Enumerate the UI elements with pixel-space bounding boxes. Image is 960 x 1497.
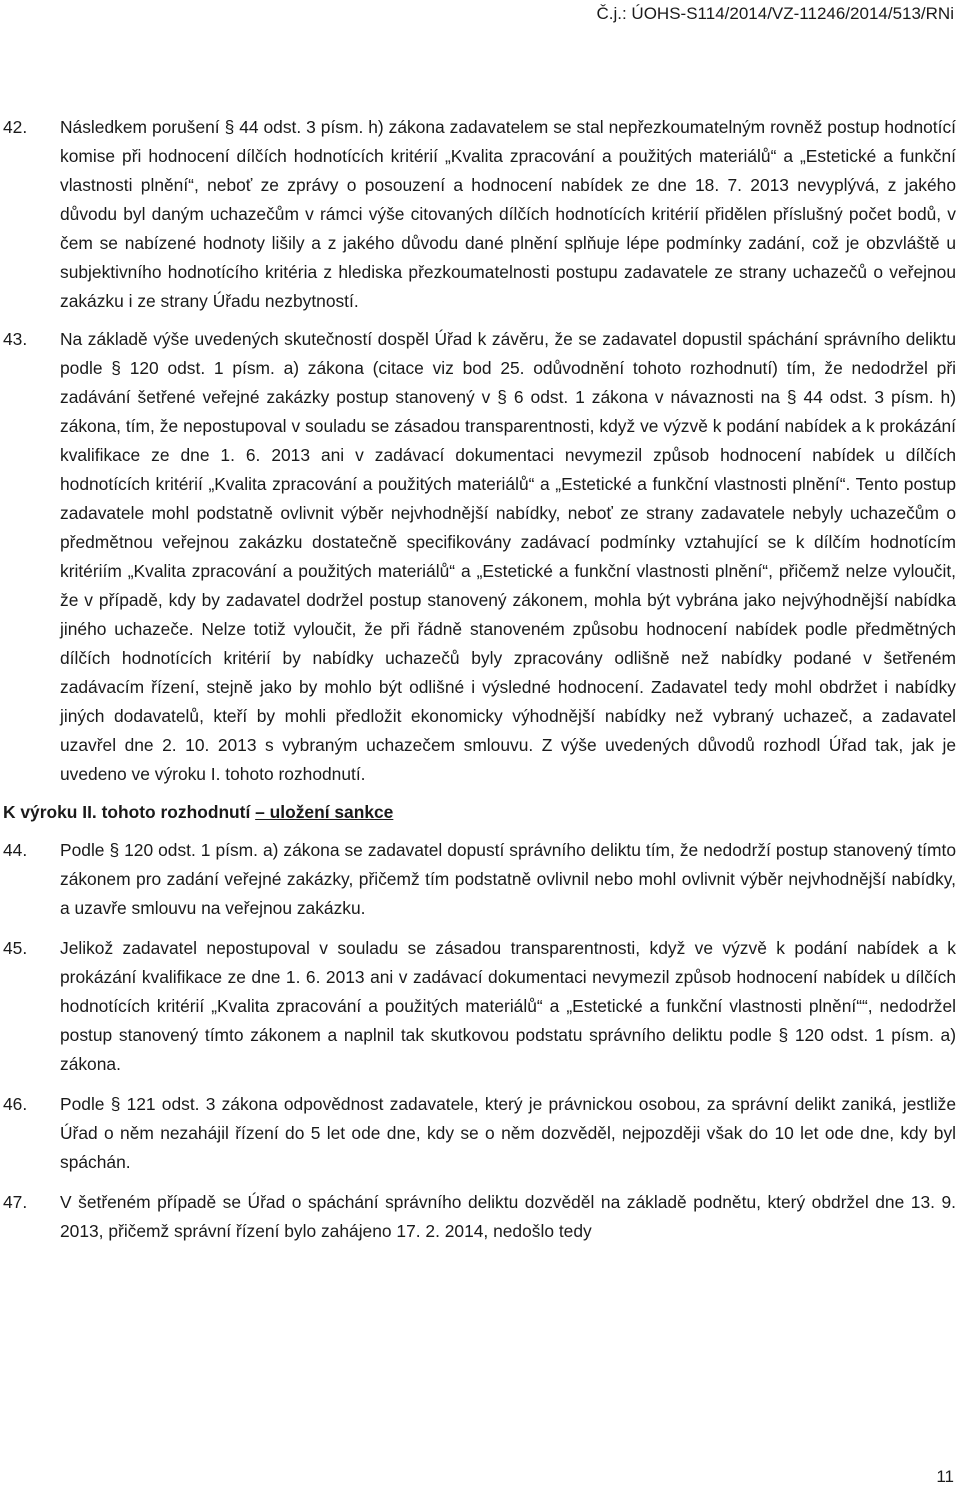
section-heading-underlined: – uložení sankce xyxy=(255,802,394,822)
paragraph-number: 45. xyxy=(3,938,28,958)
paragraph-text: Podle § 121 odst. 3 zákona odpovědnost zadavatele, který je právnickou osobou, za správní delikt zaniká, jestliže Úřad o něm nezahájil řízení do 5 let ode dne, kdy se o něm dozvěděl, nejpozději však do 10 let ode dne, kdy byl spáchán. xyxy=(60,1094,956,1172)
document-body xyxy=(0,113,960,1246)
paragraph-text: Jelikož zadavatel nepostupoval v souladu se zásadou transparentnosti, když ve výzvě k podání nabídek a k prokázání kvalifikace ze dne 1. 6. 2013 ani v zadávací dokumentaci nevymezil způsob hodnocení nabídek u dílčích hodnotících kritérií „Kvalita zpracování a použitých materiálů“ a „Estetické a funkční vlastnosti plnění““, nedodržel postup stanovený tímto zákonem a naplnil tak skutkovou podstatu správního deliktu podle § 120 odst. 1 písm. a) zákona. xyxy=(60,938,956,1074)
paragraph-text: V šetřeném případě se Úřad o spáchání správního deliktu dozvěděl na základě podnětu, který obdržel dne 13. 9. 2013, přičemž správní řízení bylo zahájeno 17. 2. 2014, nedošlo tedy xyxy=(60,1192,956,1241)
paragraph-number: 46. xyxy=(3,1094,28,1114)
paragraph-text: Následkem porušení § 44 odst. 3 písm. h) zákona zadavatelem se stal nepřezkoumatelným rovněž postup hodnotící komise při hodnocení dílčích hodnotících kritérií „Kvalita zpracování a použitých materiálů“ a „Estetické a funkční vlastnosti plnění“, neboť ze zprávy o posouzení a hodnocení nabídek ze dne 18. 7. 2013 nevyplývá, z jakého důvodu byl daným uchazečům v rámci výše citovaných dílčích hodnotících kritérií přidělen příslušný počet bodů, v čem se nabízené hodnoty lišily a z jakého důvodu dané plnění splňuje lépe podmínky zadání, což je obzvláště u subjektivního hodnotícího kritéria z hlediska přezkoumatelnosti postupu zadavatele ze strany uchazečů o veřejnou zakázku i ze strany Úřadu nezbytností. xyxy=(60,117,956,311)
paragraph-text: Na základě výše uvedených skutečností dospěl Úřad k závěru, že se zadavatel dopustil spáchání správního deliktu podle § 120 odst. 1 písm. a) zákona (citace viz bod 25. odůvodnění tohoto rozhodnutí) tím, že nedodržel při zadávání šetřené veřejné zakázky postup stanovený v § 6 odst. 1 zákona v návaznosti na § 44 odst. 3 písm. h) zákona, tím, že nepostupoval v souladu se zásadou transparentnosti, když ve výzvě k podání nabídek a k prokázání kvalifikace ze dne 1. 6. 2013 ani v zadávací dokumentaci nevymezil způsob hodnocení nabídek u dílčích hodnotících kritérií „Kvalita zpracování a použitých materiálů“ a „Estetické a funkční vlastnosti plnění“. Tento postup zadavatele mohl podstatně ovlivnit výběr nejvhodnější nabídky, neboť ze strany zadavatele nebyly uchazečům o předmětnou veřejnou zakázku dostatečně specifikovány zadávací podmínky vztahující se k dílčím hodnotícím kritériím „Kvalita zpracování a použitých materiálů“ a „Estetické a funkční vlastnosti plnění“, přičemž nelze vyloučit, že v případě, kdy by zadavatel dodržel postup stanovený zákonem, mohla být vybrána jako nejvýhodnější nabídka jiného uchazeče. Nelze totiž vyloučit, že při řádně stanoveném způsobu hodnocení nabídek podle předmětných dílčích hodnotících kritérií by nabídky uchazečů byly zpracovány odlišně než nabídky podané v šetřeném zadávacím řízení, stejně jako by mohlo být odlišné i výsledné hodnocení. Zadavatel tedy mohl obdržet i nabídky jiných dodavatelů, kteří by mohli předložit ekonomicky výhodnější nabídky než vybraný uchazeč, a zadavatel uzavřel dne 2. 10. 2013 s vybraným uchazečem smlouvu. Z výše uvedených důvodů rozhodl Úřad tak, jak je uvedeno ve výroku I. tohoto rozhodnutí. xyxy=(60,329,956,784)
page-number: 11 xyxy=(936,1467,954,1486)
paragraph-number: 47. xyxy=(3,1192,28,1212)
paragraph-number: 42. xyxy=(3,117,28,137)
paragraph-number: 44. xyxy=(3,840,28,860)
paragraph-number: 43. xyxy=(3,329,28,349)
paragraph-45 xyxy=(0,934,960,1079)
paragraph-47 xyxy=(0,1188,960,1246)
paragraph-text: Podle § 120 odst. 1 písm. a) zákona se zadavatel dopustí správního deliktu tím, že nedodrží postup stanovený tímto zákonem pro zadání veřejné zakázky, přičemž tím podstatně ovlivnil nebo mohl ovlivnit výběr nejvhodnější nabídky, a uzavře smlouvu na veřejnou zakázku. xyxy=(60,840,956,918)
paragraph-43 xyxy=(0,325,960,789)
paragraph-42 xyxy=(0,113,960,316)
section-heading-prefix: K výroku II. tohoto rozhodnutí xyxy=(3,802,256,822)
paragraph-46 xyxy=(0,1090,960,1177)
paragraph-44 xyxy=(0,836,960,923)
section-heading xyxy=(0,798,960,827)
document-reference-number: Č.j.: ÚOHS-S114/2014/VZ-11246/2014/513/RNi xyxy=(596,4,954,23)
